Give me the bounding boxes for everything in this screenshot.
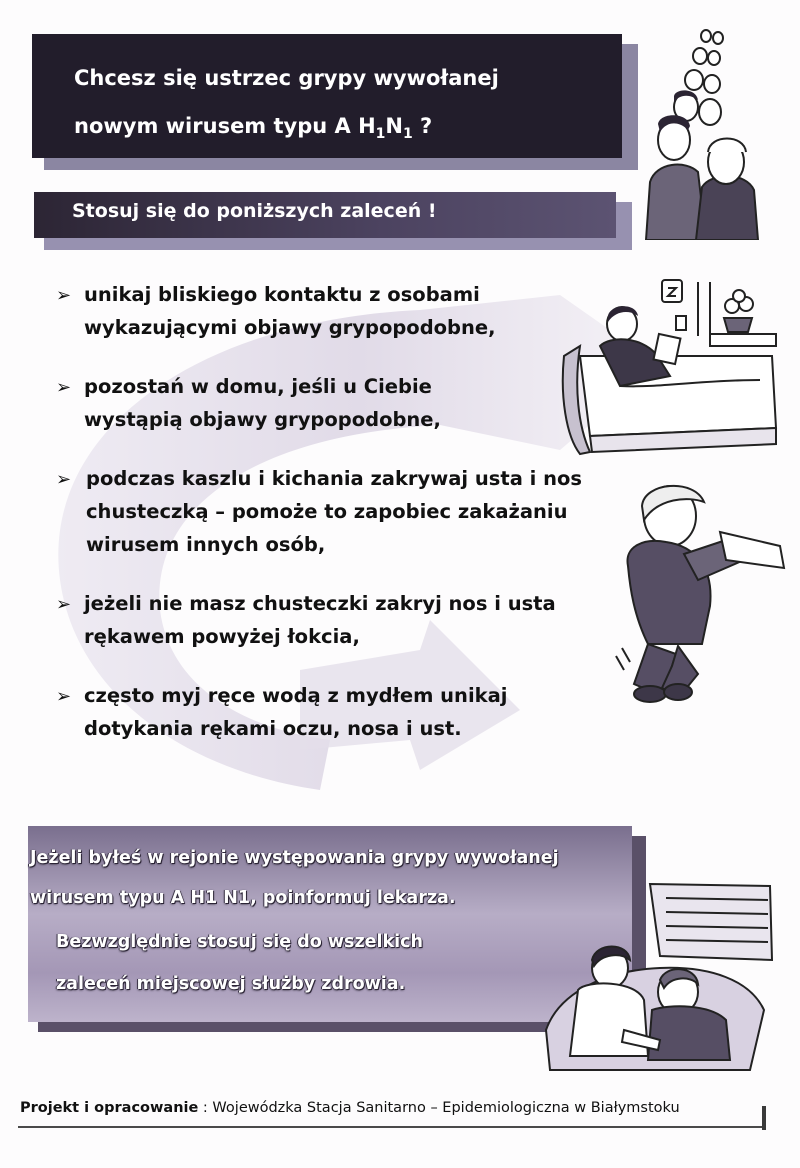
tip-item — [56, 278, 646, 344]
notice-line-2: wirusem typu A H1 N1, poinformuj lekarza. — [30, 888, 456, 908]
tip-line: chusteczką – pomoże to zapobiec zakażaniu — [86, 500, 568, 523]
header-banner — [32, 34, 622, 158]
tip-item — [56, 462, 686, 561]
tip-line: rękawem powyżej łokcia, — [84, 625, 360, 648]
footer-text: : Wojewódzka Stacja Sanitarno – Epidemiologiczna w Białymstoku — [198, 1100, 680, 1116]
subheader-banner: Stosuj się do poniższych zaleceń ! — [34, 192, 616, 238]
tip-line: jeżeli nie masz chusteczki zakryj nos i usta — [84, 592, 556, 615]
tip-line: dotykania rękami oczu, nosa i ust. — [84, 717, 462, 740]
tip-line: unikaj bliskiego kontaktu z osobami — [84, 283, 480, 306]
notice-line-1: Jeżeli byłeś w rejonie występowania grypy wywołanej — [30, 848, 559, 868]
tip-item — [56, 679, 646, 745]
tip-line: pozostań w domu, jeśli u Ciebie — [84, 375, 432, 398]
bullet-arrow-icon: ➢ — [56, 377, 72, 398]
tip-line: wykazującymi objawy grypopodobne, — [84, 316, 496, 339]
notice-line-3: Bezwzględnie stosuj się do wszelkich — [56, 932, 423, 952]
footer-label: Projekt i opracowanie — [20, 1100, 199, 1116]
bullet-arrow-icon: ➢ — [56, 594, 72, 615]
bullet-arrow-icon: ➢ — [56, 285, 72, 306]
notice-line-4: zaleceń miejscowej służby zdrowia. — [56, 974, 406, 994]
doctor-patient-illustration — [540, 880, 776, 1076]
tip-item — [56, 370, 646, 436]
tip-line: wystąpią objawy grypopodobne, — [84, 408, 441, 431]
footer-divider — [18, 1126, 762, 1128]
header-line-1: Chcesz się ustrzec grypy wywołanej — [74, 66, 499, 90]
header-line-2: nowym wirusem typu A $H_1N_1$ ? — [74, 114, 433, 142]
tip-line: wirusem innych osób, — [86, 533, 326, 556]
bullet-arrow-icon: ➢ — [56, 469, 72, 490]
footer-credits — [20, 1100, 680, 1116]
bullet-arrow-icon: ➢ — [56, 686, 72, 707]
crowd-illustration — [636, 12, 760, 240]
tip-line: podczas kaszlu i kichania zakrywaj usta i nos — [86, 467, 583, 490]
tip-line: często myj ręce wodą z mydłem unikaj — [84, 684, 508, 707]
footer-corner-mark — [762, 1106, 766, 1130]
tips-list — [56, 278, 646, 745]
tip-item — [56, 587, 646, 653]
